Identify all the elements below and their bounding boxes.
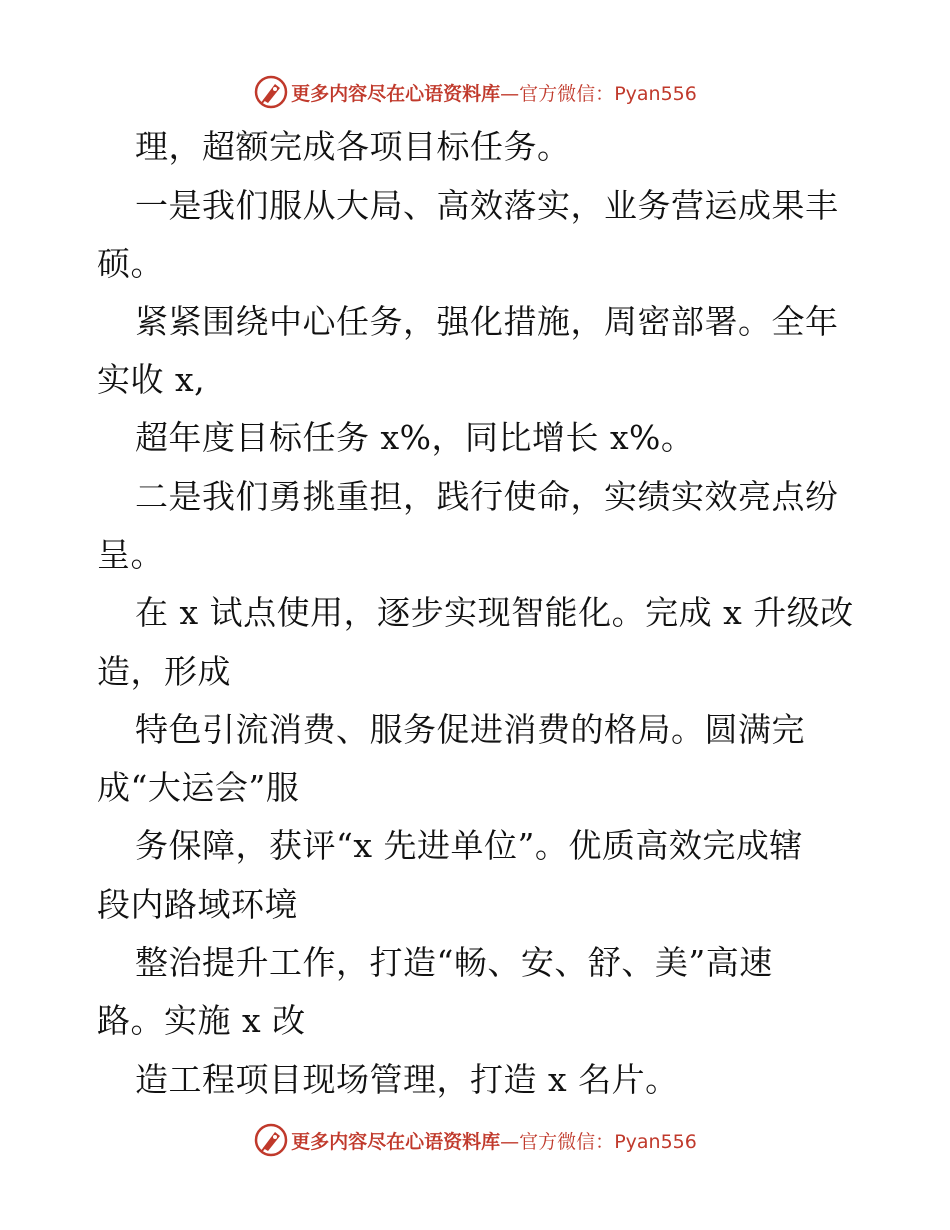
pen-nib-icon [253, 1122, 289, 1158]
paragraph-line: 实收 x, [97, 360, 206, 399]
paragraph-line: 在 x 试点使用，逐步实现智能化。完成 x 升级改 [135, 593, 854, 632]
watermark-brand: 更多内容尽在心语资料库 [291, 82, 501, 105]
footer-watermark [0, 1120, 950, 1160]
watermark-text [291, 1127, 697, 1154]
watermark-wechat-id: Pyan556 [614, 82, 697, 105]
paragraph-line: 特色引流消费、服务促进消费的格局。圆满完 [135, 710, 805, 749]
paragraph-line: 理，超额完成各项目标任务。 [135, 127, 571, 166]
paragraph-line: 超年度目标任务 x%，同比增长 x%。 [135, 418, 695, 457]
watermark-wechat-id: Pyan556 [614, 1130, 697, 1153]
paragraph-line: 务保障，获评“x 先进单位”。优质高效完成辖 [135, 826, 803, 865]
paragraph-line: 成“大运会”服 [97, 768, 300, 807]
watermark-separator: — [500, 1130, 520, 1153]
paragraph-line: 紧紧围绕中心任务，强化措施，周密部署。全年 [135, 302, 839, 341]
paragraph-line: 造，形成 [97, 652, 231, 691]
paragraph-line: 整治提升工作，打造“畅、安、舒、美”高速 [135, 943, 773, 982]
paragraph-line: 路。实施 x 改 [97, 1001, 306, 1040]
paragraph-line: 硕。 [97, 244, 164, 283]
watermark-brand: 更多内容尽在心语资料库 [291, 1130, 501, 1153]
paragraph-line: 二是我们勇挑重担，践行使命，实绩实效亮点纷 [135, 477, 839, 516]
paragraph-line: 呈。 [97, 535, 164, 574]
watermark-official: 官方微信： [519, 82, 615, 105]
paragraph-line: 造工程项目现场管理，打造 x 名片。 [135, 1060, 679, 1099]
watermark-official: 官方微信： [519, 1130, 615, 1153]
watermark-separator: — [500, 82, 520, 105]
paragraph-line: 段内路域环境 [97, 885, 298, 924]
paragraph-line: 一是我们服从大局、高效落实，业务营运成果丰 [135, 186, 839, 225]
